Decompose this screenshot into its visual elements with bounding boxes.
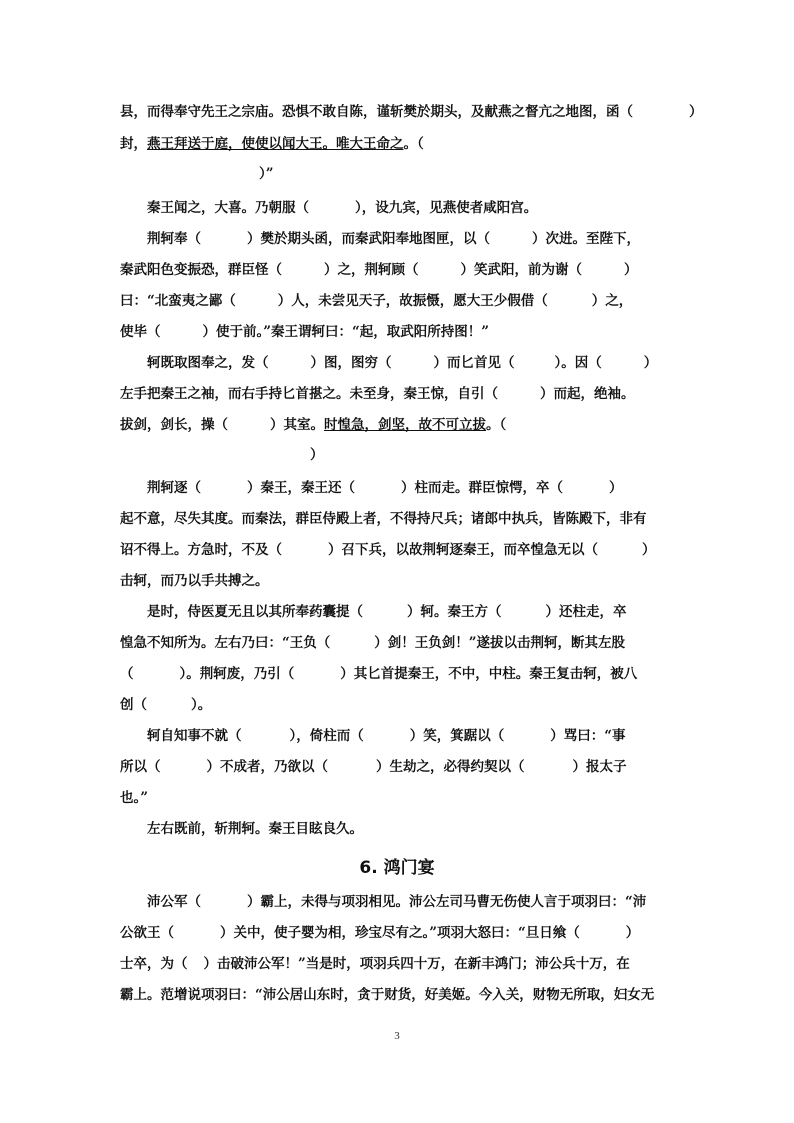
text-line: （ ）。荆轲废，乃引（ ）其匕首提秦王，不中，中柱。秦王复击轲，被八 [120,666,638,682]
text-line: 创（ ）。 [120,697,212,713]
text-line: 曰：“北蛮夷之鄙（ ）人，未尝见天子，故振慑，愿大王少假借（ ）之， [120,293,633,309]
text-line: 荆轲逐（ ）秦王，秦王还（ ）柱而走。群臣惊愕，卒（ ） [147,480,623,496]
text-line: 封，燕王拜送于庭，使使以闻大王。唯大王命之。（ [120,136,424,152]
text-line: 惶急不知所为。左右乃曰：“王负（ ）剑！王负剑！”遂拔以击荆轲，断其左股 [120,635,626,651]
text-line: 诏不得上。方急时，不及（ ）召下兵，以故荆轲逐秦王，而卒惶急无以（ ） [120,542,656,558]
text-line: ）” [259,166,274,182]
text-line: 拔剑，剑长，操（ ）其室。时惶急，剑坚，故不可立拔。（ [120,417,507,433]
text-line: 沛公军（ ）霸上，未得与项羽相见。沛公左司马曹无伤使人言于项羽曰：“沛 [147,894,647,910]
text-line: 击轲，而乃以手共搏之。 [120,573,269,589]
text-line: 也。” [120,790,149,806]
text-line: 轲既取图奉之，发（ ）图，图穷（ ）而匕首见（ ）。因（ ） [147,355,658,371]
text-line: 士卒，为（ ）击破沛公军！”当是时，项羽兵四十万，在新丰鸿门；沛公兵十万，在 [120,956,630,972]
text-line: 所以（ ）不成者，乃欲以（ ）生劫之，必得约契以（ ）报太子 [120,759,627,775]
text-line: 县，而得奉守先王之宗庙。恐惧不敢自陈，谨斩樊於期头，及献燕之督亢之地图，函（ ） [120,104,703,120]
underlined-phrase: 燕王拜送于庭，使使以闻大王。唯大王命之 [147,136,404,152]
text-line: 荆轲奉（ ）樊於期头函，而秦武阳奉地图匣，以（ ）次进。至陛下， [147,231,640,247]
text-line: 轲自知事不就（ ），倚柱而（ ）笑，箕踞以（ ）骂曰：“事 [147,728,626,744]
page-number: 3 [394,1030,400,1042]
text-line: 是时，侍医夏无且以其所奉药囊提（ ）轲。秦王方（ ）还柱走，卒 [147,604,627,620]
underlined-phrase: 时惶急，剑坚，故不可立拔 [324,417,486,433]
section-heading: 6. 鸿门宴 [359,858,435,878]
text-line: ） [310,447,324,463]
text-line: 秦武阳色变振恐，群臣怪（ ）之，荆轲顾（ ）笑武阳，前为谢（ ） [120,262,638,278]
text-line: 使毕（ ）使于前。”秦王谓轲曰：“起，取武阳所持图！” [120,324,490,340]
text-line: 霸上。范增说项羽曰：“沛公居山东时，贪于财货，好美姬。今入关，财物无所取，妇女无 [120,987,655,1003]
text-line: 公欲王（ ）关中，使子婴为相，珍宝尽有之。”项羽大怒曰：“旦日飨（ ） [120,925,640,941]
text-line: 左右既前，斩荆轲。秦王目眩良久。 [147,821,363,837]
text-line: 左手把秦王之袖，而右手持匕首揕之。未至身，秦王惊，自引（ ）而起，绝袖。 [120,386,635,402]
text-line: 秦王闻之，大喜。乃朝服（ ），设九宾，见燕使者咸阳宫。 [147,200,538,216]
text-line: 起不意，尽失其度。而秦法，群臣侍殿上者，不得持尺兵；诸郎中执兵，皆陈殿下，非有 [120,511,647,527]
